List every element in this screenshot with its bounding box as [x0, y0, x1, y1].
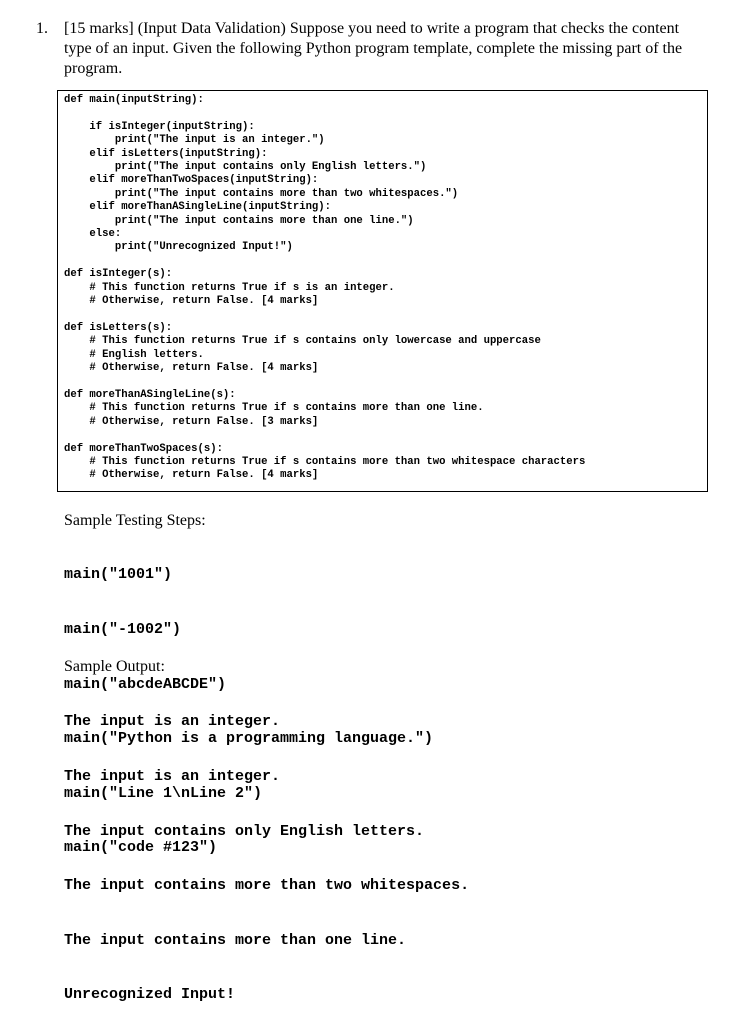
code-template-box — [57, 90, 708, 492]
sample-output-line: The input is an integer. — [64, 768, 281, 785]
sample-testing-line: main("abcdeABCDE") — [64, 675, 227, 693]
sample-testing-heading: Sample Testing Steps: — [64, 512, 206, 529]
sample-output-lines — [64, 677, 469, 1023]
sample-testing-line: main("Line 1\nLine 2") — [64, 784, 263, 802]
question-text: [15 marks] (Input Data Validation) Suppose you need to write a program that checks the content type of an input. Given the following Python program template, complete the missing part of the program. — [64, 20, 683, 77]
sample-output-line: The input is an integer. — [64, 713, 281, 731]
question-number: 1. — [36, 20, 48, 37]
sample-testing-line: main("code #123") — [64, 839, 218, 857]
sample-testing-line: main("1001") — [64, 566, 173, 584]
sample-output-line: The input contains more than one line. — [64, 931, 407, 949]
sample-output-line: The input contains only English letters. — [64, 822, 425, 840]
sample-output-line: The input contains more than two whitespaces. — [64, 877, 470, 895]
sample-testing-line: main("-1002") — [64, 621, 182, 638]
code-template: def main(inputString): if isInteger(inputString): print("The input is an integer.") elif isLetters(inputString): print("The input contains only English letters.") elif moreThanTwoSpaces(inputString): print("The input contains more than two whitespaces.") elif moreThanASingleLine(inputString): print("The input contains more than one line.") else: print("Unrecognized Input!") def isInteger(s): # This function returns True if s is an integer. # Otherwise, return False. [4 marks] def isLetters(s): # This function returns True if s contains only lowercase and uppercase # English letters. # Otherwise, return False. [4 marks] def moreThanASingleLine(s): # This function returns True if s contains more than one line. # Otherwise, return False. [3 marks] def moreThanTwoSpaces(s): # This function returns True if s contains more than two whitespace characters # Otherwise, return False. [4 marks] — [64, 94, 586, 482]
sample-output-heading: Sample Output: — [64, 658, 165, 675]
sample-testing-line: main("Python is a programming language.") — [64, 730, 434, 748]
sample-output-line: Unrecognized Input! — [64, 986, 236, 1004]
